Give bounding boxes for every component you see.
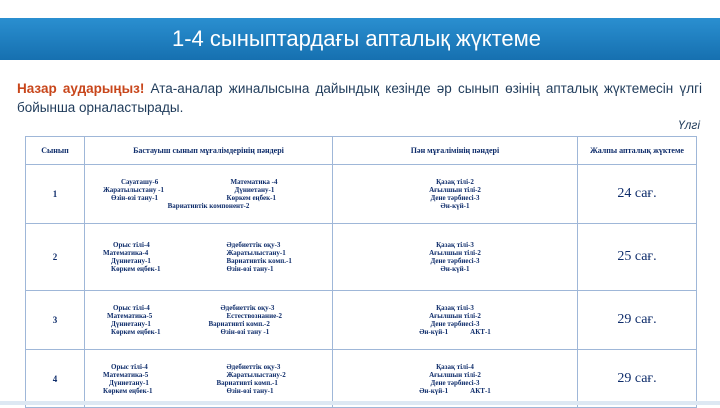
subject-item: Дүниетану-1 bbox=[111, 257, 151, 265]
subject-item: АКТ-1 bbox=[470, 386, 491, 395]
subject-item: Дене тәрбиесі-3 bbox=[430, 257, 480, 265]
subject-item: Математика -4 bbox=[230, 178, 278, 186]
subject-item: Математика-5 bbox=[103, 370, 149, 379]
notice-lead: Назар аударыңыз! bbox=[17, 81, 145, 96]
subject-item: Дүниетану-1 bbox=[111, 320, 151, 328]
subject-item: Математика-5 bbox=[107, 312, 153, 320]
subject-item: Ағылшын тілі-2 bbox=[429, 370, 481, 379]
subject-item: Жаратылыстану-1 bbox=[226, 249, 286, 257]
total-load-cell: 29 сағ. bbox=[578, 350, 697, 408]
primary-subjects-cell bbox=[85, 224, 333, 291]
subject-item: Қазақ тілі-3 bbox=[436, 241, 474, 249]
teacher-subjects-cell bbox=[333, 291, 578, 350]
notice-text: Ата-аналар жиналысына дайындық кезінде әр сынып өзінің апталық жүктемесін үлгі бойынша орналастырады. bbox=[17, 81, 702, 115]
total-load-cell: 24 сағ. bbox=[578, 165, 697, 224]
subject-item: Вариативті комп.-1 bbox=[216, 378, 278, 387]
bottom-stripe bbox=[0, 401, 720, 405]
total-load-cell: 29 сағ. bbox=[578, 291, 697, 350]
notice-paragraph bbox=[17, 79, 702, 117]
table-row bbox=[26, 291, 697, 350]
subject-item: Орыс тілі-4 bbox=[111, 362, 148, 371]
subject-item: Дүниетану-1 bbox=[109, 378, 149, 387]
subject-item: Орыс тілі-4 bbox=[113, 241, 150, 249]
subject-item: Ән-күй-1 bbox=[440, 202, 470, 210]
subject-item: Көркем еңбек-1 bbox=[103, 386, 153, 395]
subject-item: Өзін-өзі тану-1 bbox=[111, 194, 158, 202]
subject-item: Вариативтік компонент-2 bbox=[167, 202, 250, 210]
table-row bbox=[26, 165, 697, 224]
primary-subjects-cell bbox=[85, 350, 333, 408]
subject-item: Қазақ тілі-2 bbox=[436, 178, 474, 186]
subject-item: Әдебиеттік оқу-3 bbox=[226, 241, 281, 249]
subject-item: Әдебиеттік оқу-3 bbox=[220, 304, 275, 312]
subject-item: Ән-күй-1 bbox=[419, 386, 449, 395]
table-header-row bbox=[26, 137, 697, 165]
header-teacher-subjects: Пән мұғалімінің пәндері bbox=[333, 137, 578, 165]
grade-cell: 3 bbox=[26, 291, 85, 350]
subject-item: Ән-күй-1 bbox=[440, 265, 470, 273]
subject-item: Өзін-өзі тану-1 bbox=[226, 386, 274, 395]
subject-item: Дене тәрбиесі-3 bbox=[430, 378, 480, 387]
subject-item: Ағылшын тілі-2 bbox=[429, 186, 481, 194]
subject-item: Сауаташу-6 bbox=[121, 178, 159, 186]
subject-item: Естествознание-2 bbox=[226, 312, 283, 320]
subject-item: Ағылшын тілі-2 bbox=[429, 312, 481, 320]
subject-item: Вариативтік комп.-1 bbox=[226, 257, 292, 265]
subject-item: Математика-4 bbox=[103, 249, 149, 257]
table-row bbox=[26, 224, 697, 291]
subject-item: Өзін-өзі тану-1 bbox=[226, 265, 274, 273]
subject-item: Ән-күй-1 bbox=[419, 328, 449, 336]
subject-item: Көркем еңбек-1 bbox=[226, 194, 276, 202]
subject-item: Дүниетану-1 bbox=[234, 186, 275, 194]
subject-item: Дене тәрбиесі-3 bbox=[430, 320, 480, 328]
weekly-load-table bbox=[25, 136, 697, 408]
teacher-subjects-cell bbox=[333, 224, 578, 291]
table-row bbox=[26, 350, 697, 408]
subject-item: Әдебиеттік оқу-3 bbox=[226, 362, 281, 371]
teacher-subjects-cell bbox=[333, 350, 578, 408]
subject-item: Көркем еңбек-1 bbox=[111, 328, 161, 336]
total-load-cell: 25 сағ. bbox=[578, 224, 697, 291]
primary-subjects-cell bbox=[85, 291, 333, 350]
subject-item: АКТ-1 bbox=[470, 328, 491, 336]
subject-item: Вариативті комп.-2 bbox=[208, 320, 270, 328]
teacher-subjects-cell bbox=[333, 165, 578, 224]
header-total-load: Жалпы апталық жүктеме bbox=[578, 137, 697, 165]
grade-cell: 1 bbox=[26, 165, 85, 224]
subject-item: Қазақ тілі-3 bbox=[436, 304, 474, 312]
subject-item: Көркем еңбек-1 bbox=[111, 265, 161, 273]
subject-item: Қазақ тілі-4 bbox=[436, 362, 474, 371]
page-title: 1-4 сыныптардағы апталық жүктеме bbox=[172, 26, 542, 51]
title-banner bbox=[0, 18, 720, 60]
example-label: Үлгі bbox=[677, 118, 700, 132]
subject-item: Ағылшын тілі-2 bbox=[429, 249, 481, 257]
primary-subjects-cell bbox=[85, 165, 333, 224]
subject-item: Жаратылыстану-2 bbox=[226, 370, 286, 379]
header-grade: Сынып bbox=[26, 137, 85, 165]
subject-item: Жаратылыстану -1 bbox=[103, 186, 165, 194]
header-primary-subjects: Бастауыш сынып мұғалімдерінің пәндері bbox=[85, 137, 333, 165]
subject-item: Өзін-өзі тану -1 bbox=[220, 328, 270, 336]
grade-cell: 2 bbox=[26, 224, 85, 291]
subject-item: Дене тәрбиесі-3 bbox=[430, 194, 480, 202]
grade-cell: 4 bbox=[26, 350, 85, 408]
subject-item: Орыс тілі-4 bbox=[113, 304, 150, 312]
